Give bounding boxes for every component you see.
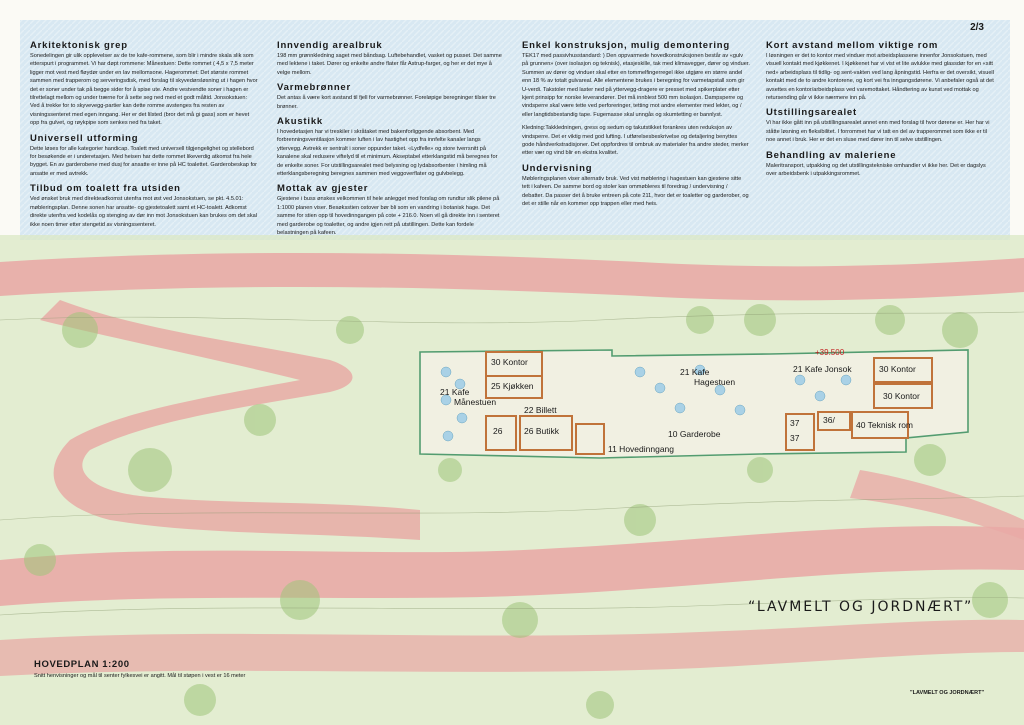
tagline-small: "LAVMELT OG JORDNÆRT": [910, 690, 985, 696]
section-text: Dette løses for alle kategorier handicap. Toalett med universell tilgjengelighet og stellebord for besøkende er i underetasjen. Med heisen har dette rommet likeverdig atkomst fra hele bygget. En av garderobene med dusj for ansatte er inne på HC toalettet. Garderobeskap for ansatte er med avtrekk.: [30, 145, 257, 177]
section-heading: Enkel konstruksjon, mulig demontering: [522, 40, 731, 51]
plan-title: HOVEDPLAN 1:200: [34, 659, 130, 670]
room-label-37-b: 37: [790, 433, 800, 443]
room-label-kontor-east-1: 30 Kontor: [879, 364, 916, 374]
section-heading: Varmebrønner: [277, 82, 352, 94]
room-label-26: 26: [493, 426, 503, 436]
room-label-37-a: 37: [790, 418, 800, 428]
text-column-1: [30, 40, 258, 234]
room-label-garderobe: 10 Garderobe: [668, 429, 721, 439]
text-column-4: [766, 40, 994, 183]
room-label-kjokken: 25 Kjøkken: [491, 381, 534, 391]
room-label-manestuen: Månestuen: [454, 397, 497, 407]
section-text: Det antas å være kort avstand til fjell for varmebrønner. Foreløpige beregninger tilsier tre brønner.: [277, 95, 496, 110]
room-label-kafe-center: 21 Kafe: [680, 367, 710, 377]
section-text: I løsningen er det to kontor med vinduer mot arbeidsplassene innenfor Jonsokstuen, med visuell kontakt med kjøkkenet. I kjøkkenet har vi vist et lite avlukke med glassdør for en «sitt ned» arbeidsplass til tidlig- og sent-vakten ved lang åpningstid. Herfra er det oversikt, visuell kontakt med de to andre kontorene, og kort vei fra inngangsdørene. Vi anbefaler også at det avsettes en kontor/arbeidsplass ved varemottaket. Håndtering av kunst ved mottak og retursending går vi ikke nærmere inn på.: [766, 53, 994, 102]
section-heading: Mottak av gjester: [277, 183, 369, 195]
section-heading: Kort avstand mellom viktige rom: [766, 40, 939, 51]
room-label-kafe-jonsok: 21 Kafe Jonsok: [793, 364, 852, 374]
section-heading: Tilbud om toalett fra utsiden: [30, 183, 181, 195]
room-label-36: 36/: [823, 415, 835, 425]
room-label-kontor-east-2: 30 Kontor: [883, 391, 920, 401]
section-text: Møbleringsplanen viser alternativ bruk. Ved vist møblering i hagestuen kan gjestene sitte tett i kafeen. De samme bord og stoler kan ommøbleres til foredrag / undervisning / debatter. Da passer det å bruke entreen på cote 211, hvor det er toaletter og garderober, og det er stille når en kommer opp trappen eller med heis.: [522, 175, 749, 208]
text-column-2: [277, 40, 505, 243]
section-heading: Innvendig arealbruk: [277, 40, 383, 51]
page-number: 2/3: [970, 22, 984, 33]
room-label-hagestuen: Hagestuen: [694, 377, 736, 387]
tagline: “LAVMELT OG JORDNÆRT”: [748, 599, 974, 615]
section-heading: Behandling av maleriene: [766, 149, 897, 161]
section-heading: Akustikk: [277, 116, 324, 128]
section-text: Sonedelingen gir ulik opplevelser av de tre kafe-rommene, som blir i mindre skala slik som etterspurt i programmet. Vi har døpt rommene: Månestuen: Dette rommet ( 4,5 x 7,5 meter ligger mot vest med fløydør under en lav mellomsone. Hagerommet: Det største rommet sammen med trapperom og serveringsdisk, med forslag til skyvedørsløsning ut i hagen hvor det er soner under tak på begge sider for å spise ute. Andre vestvendte soner i hagen er tilrettelagt mellom og under trærne for å sette seg ned med et godt måltid. Jonsokstuen: Ved å trekke for to skyvevegg-partier kan dette romme avstenges fra resten av visningssenteret med egen inngang. Her er det lilsted (bror det må gi gass) som er hevet opp fra gulvet, og røykpipe som senkes ned fra taket.: [30, 53, 258, 127]
room-label-butikk: 26 Butikk: [524, 426, 559, 436]
room-label-kontor-west: 30 Kontor: [491, 357, 528, 367]
section-heading: Utstillingsarealet: [766, 107, 857, 119]
room-label-billett: 22 Billett: [524, 405, 557, 415]
section-text: Vi har ikke gått inn på utstillingsarealet annet enn med forslag til hvor dørene er. Her har vi ståtte løsning en fleksibilitet. I forrommet har vi tatt en del av trapperommet som ikke er til noe annet i bruk. Her er det en sluse med dører inn til selve utstillingen.: [766, 120, 990, 144]
section-heading: Arkitektonisk grep: [30, 40, 128, 51]
text-column-3: [522, 40, 750, 214]
section-heading: Undervisning: [522, 162, 593, 174]
room-label-kafe-west: 21 Kafe: [440, 387, 470, 397]
section-text: Ved ønsket bruk med direkteadkomst utenfra mot øst ved Jonsokstuen, se pkt. 4.5.01: møbleringsplan. Denne sonen har ansatte- og gjestetoalett samt et HC-toalett. Adkomst direkte utenfra ved kodelås og stenging av dør inn mot Jonsokstuen kan brukes om det skal ikke noen timer etter stengetid av visningssenteret.: [30, 196, 257, 228]
room-label-hovedinngang: 11 Hovedinngang: [608, 444, 675, 454]
plan-subtitle: Snitt henvisninger og mål til senter fylkesvei er angitt. Mål til støpen i vest er 16 meter: [34, 673, 246, 679]
section-text: I hovedetasjen har vi treskiler i skråtaket med bakenforliggende absorbent. Med forbrenningsventilasjon kommer luften i lav hastighet opp fra innfelte kanaler langs yttervegg. Avtrekk er sentralt i soner oppunder taket. «Lydfelle» og store tverrsnitt på kanalene skal redusere viftelyd til et minimum. Akseptabel etterklangstid må beregnes for de enkelte soner. For utstillingsarealet med belysning og lydabsorbenter i himling må etterklangsberegning beregnes sammen med veggoverflater og gulvbelegg.: [277, 129, 498, 178]
section-text: 198 mm grønnkledning saget med båndsag. Luftebehandlet, vasket og pusset. Det samme med lektene i taket. Dører og enkelte andre flater får Astrup-farger, og her er det mye å velge mellom.: [277, 53, 502, 76]
room-label-teknisk-rom: 40 Teknisk rom: [856, 420, 914, 430]
section-text: Gjestene i buss ønskes velkommen til hele anlegget med forslag om rundtur slik pilene på 1:1000 planen viser. Besøksstien ostover bør bli som en vandring i botanisk hage. Det samme for stien opp til hovedinngangen på cote + 216.0. Noen vil gå direkte inn i senteret med garderobe og toaletter, og andre igjen rett på utstillingen. Dette kan fordele belastningen på kafeen.: [277, 196, 500, 237]
section-text: Maleritransport, utpakking og det utstillingstekniske omhandler vi ikke her. Det er dagslys over arbeidsbenk i utpakkingsrommet.: [766, 162, 986, 178]
section-text: Kledning:Takkledningen, gress og sedum og takutstikket forankres uten reduksjon av vindsperre. Det er viktig med god lufting. I utførelsesbeskrivelse og detaljering benyttes gode håndverkstradisjoner. Det oppfordres til ombruk av materialer fra andre steder, merker etter vær og vind blir en ekstra kvalitet.: [522, 125, 749, 157]
section-heading: Universell utforming: [30, 132, 139, 144]
section-text: TEK17 med passivhusstandard: ) Den oppvarmede hovedkonstruksjonen består av «gulv på grunnen» (over isolasjon og teknisk), etasjeskille, tak med klimavegger, dører og vinduer. Summen av dører og vinduer skal etter en tommelfingerregel ikke utgjøre en større andel enn 18 % av totalt gulvareal. Alle elementene brukes i beregning for varmetapstall som gir U-verdi. Takstoler med laster ned på yttervegg-dragere er presset med spikerplater etter kjent prinsipp for norske leverandører. Det må innblest 500 mm isolasjon. Dampsperre og vindsperre skal være tette ved perforeringer, tetting mot andre elementer med lekter, og / eller langtidsbestandig tape. Fugemasse skal unngås og skumtetting er bannlyst.: [522, 53, 750, 118]
elevation-mark: +39.500: [815, 348, 845, 357]
